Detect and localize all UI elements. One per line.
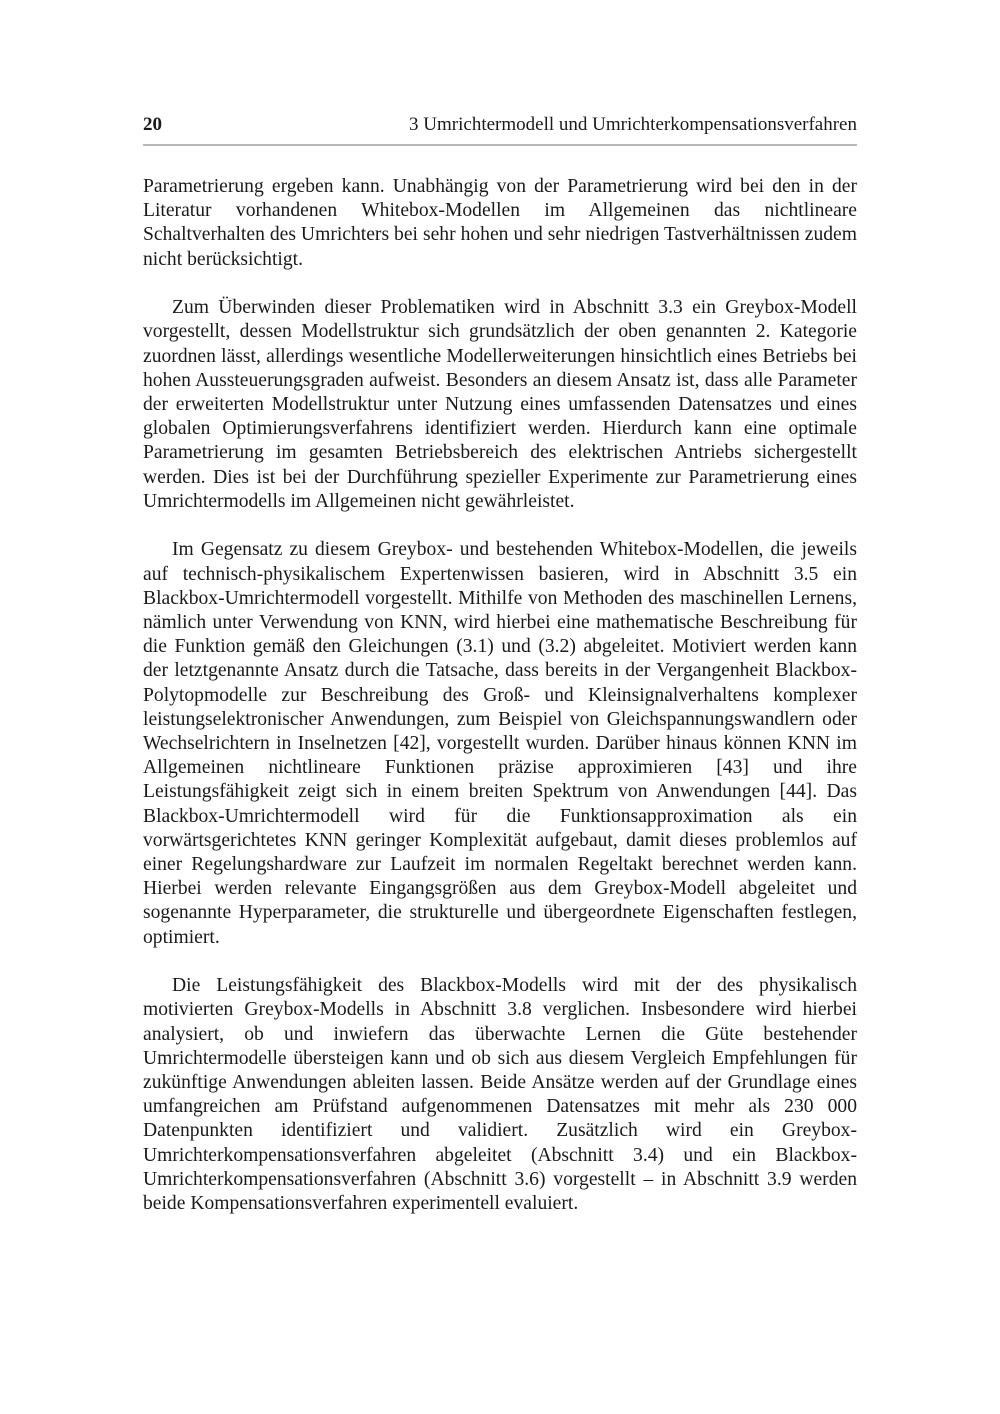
running-head (143, 112, 857, 146)
page-number: 20 (143, 114, 162, 135)
page (143, 112, 857, 1241)
paragraph-continuation: Parametrierung ergeben kann. Unabhängig von der Parametrierung wird bei den in der Literatur vorhandenen Whitebox-Modellen im Allgemeinen das nichtlineare Schaltverhalten des Umrichters bei sehr hohen und sehr niedrigen Tastverhältnissen zudem nicht berücksichtigt. (143, 176, 857, 270)
paragraph: Zum Überwinden dieser Problematiken wird in Abschnitt 3.3 ein Greybox-Modell vorgestellt, dessen Modellstruktur sich grundsätzlich der oben genannten 2. Kategorie zuordnen lässt, allerdings wesentliche Modellerweiterungen hinsichtlich eines Betriebs bei hohen Aussteuerungsgraden aufweist. Besonders an diesem Ansatz ist, dass alle Parameter der erweiterten Modellstruktur unter Nutzung eines umfassenden Datensatzes und eines globalen Optimierungsverfahrens identifiziert werden. Hierdurch kann eine optimale Parametrierung im gesamten Betriebsbereich des elektrischen Antriebs sichergestellt werden. Dies ist bei der Durchführung spezieller Experimente zur Parametrierung eines Umrichtermodells im Allgemeinen nicht gewährleistet. (143, 297, 857, 512)
body-text (143, 175, 857, 1216)
paragraph: Im Gegensatz zu diesem Greybox- und bestehenden Whitebox-Modellen, die jeweils auf technisch-physikalischem Expertenwissen basieren, wird in Abschnitt 3.5 ein Blackbox-Umrichtermodell vorgestellt. Mithilfe von Methoden des maschinellen Lernens, nämlich unter Verwendung von KNN, wird hierbei eine mathematische Beschreibung für die Funktion gemäß den Gleichungen (3.1) und (3.2) abgeleitet. Motiviert werden kann der letztgenannte Ansatz durch die Tatsache, dass bereits in der Vergangenheit Blackbox-Polytopmodelle zur Beschreibung des Groß- und Kleinsignalverhaltens komplexer leistungselektronischer Anwendungen, zum Beispiel von Gleichspannungswandlern oder Wechselrichtern in Inselnetzen [42], vorgestellt wurden. Darüber hinaus können KNN im Allgemeinen nichtlineare Funktionen präzise approximieren [43] und ihre Leistungsfähigkeit zeigt sich in einem breiten Spektrum von Anwendungen [44]. Das Blackbox-Umrichtermodell wird für die Funktionsapproximation als ein vorwärtsgerichtetes KNN geringer Komplexität aufgebaut, damit dieses problemlos auf einer Regelungshardware zur Laufzeit im normalen Regeltakt berechnet werden kann. Hierbei werden relevante Eingangsgrößen aus dem Greybox-Modell abgeleitet und sogenannte Hyperparameter, die strukturelle und übergeordnete Eigenschaften festlegen, optimiert. (143, 539, 857, 948)
paragraph: Die Leistungsfähigkeit des Blackbox-Modells wird mit der des physikalisch motivierten Greybox-Modells in Abschnitt 3.8 verglichen. Insbesondere wird hierbei analysiert, ob und inwiefern das überwachte Lernen die Güte bestehender Umrichtermodelle übersteigen kann und ob sich aus diesem Vergleich Empfehlungen für zukünftige Anwendungen ableiten lassen. Beide Ansätze werden auf der Grundlage eines umfangreichen am Prüfstand aufgenommenen Datensatzes mit mehr als 230 000 Datenpunkten identifiziert und validiert. Zusätzlich wird ein Greybox-Umrichterkompensationsverfahren abgeleitet (Abschnitt 3.4) und ein Blackbox-Umrichterkompensationsverfahren (Abschnitt 3.6) vorgestellt – in Abschnitt 3.9 werden beide Kompensationsverfahren experimentell evaluiert. (143, 975, 857, 1215)
chapter-title: 3 Umrichtermodell und Umrichterkompensationsverfahren (409, 114, 857, 135)
